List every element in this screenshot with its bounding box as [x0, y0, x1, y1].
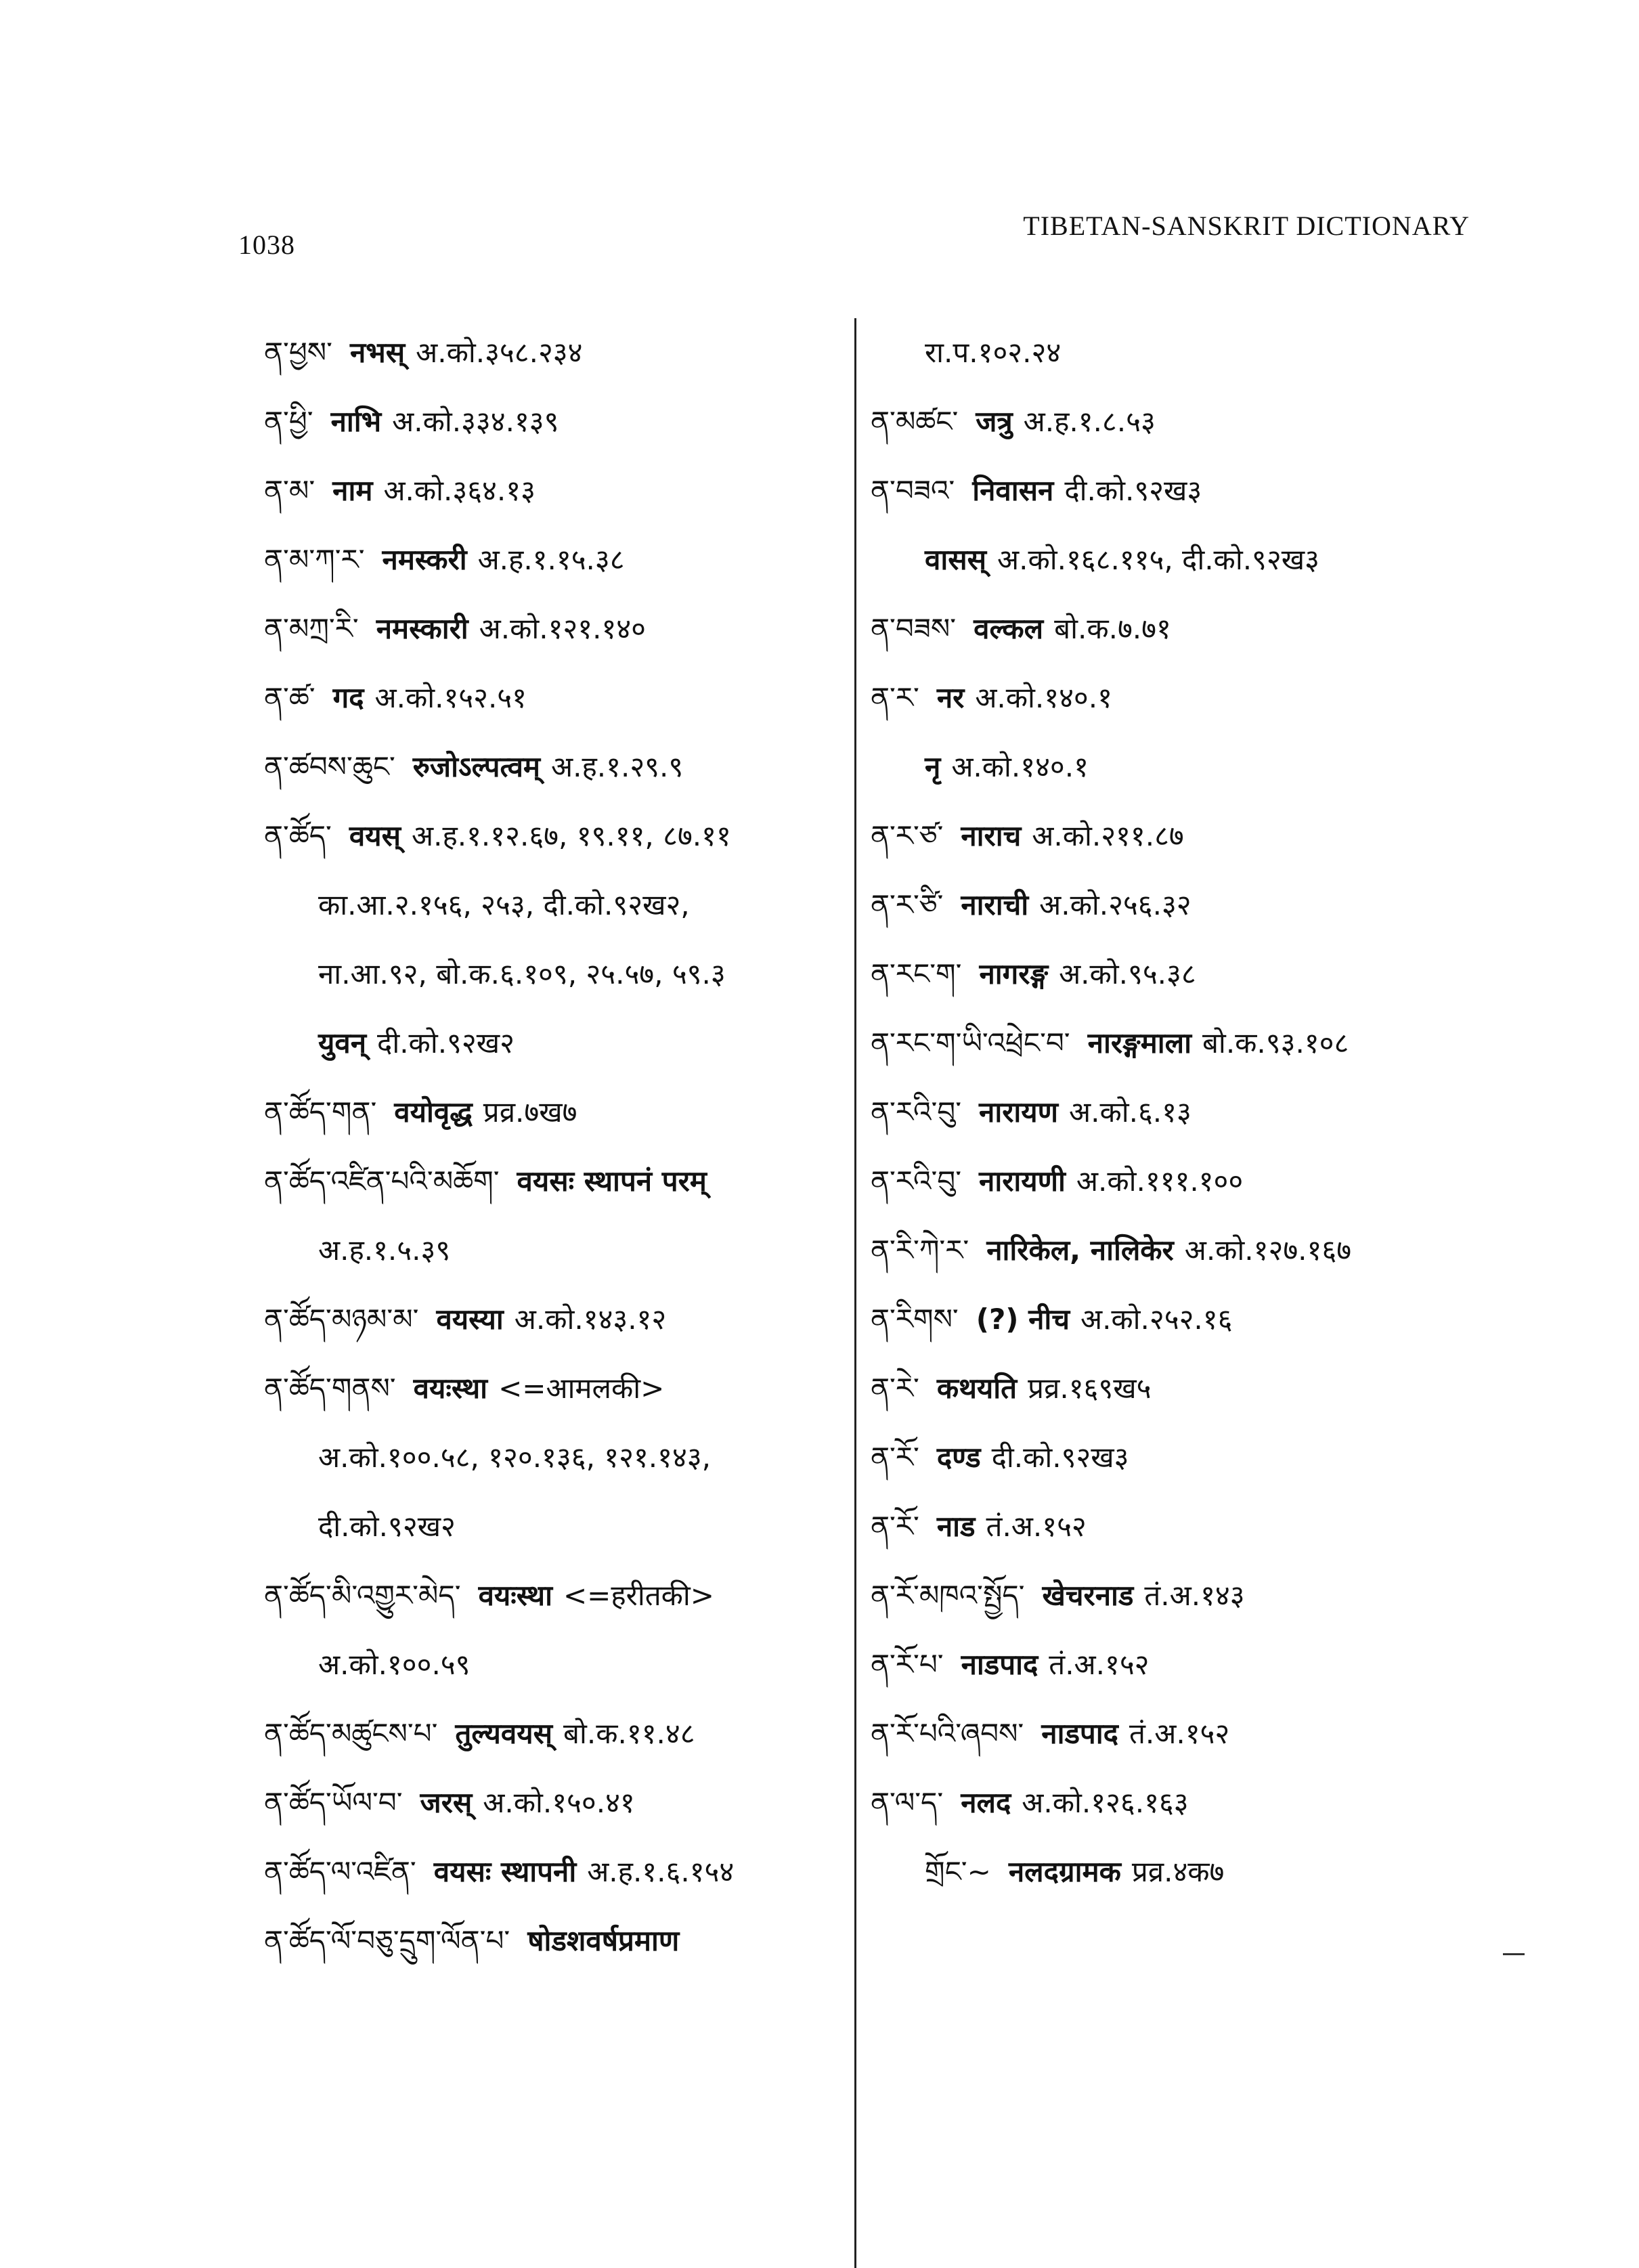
sanskrit-equivalent: नारिकेल, नालिकेर	[986, 1234, 1174, 1267]
source-reference: अ.को.२११.८७	[1032, 819, 1184, 852]
sanskrit-equivalent: जत्रु	[976, 405, 1013, 438]
tibetan-headword: གྲོང་~	[925, 1855, 991, 1888]
dictionary-entry	[264, 1354, 853, 1423]
tibetan-headword: ན་རོ་པའི་ཞབས་	[871, 1717, 1024, 1750]
dictionary-entry	[871, 525, 1493, 594]
tibetan-headword: ན་ཚོད་འཛིན་པའི་མཆོག་	[264, 1164, 500, 1198]
source-reference: का.आ.२.१५६, २५३, दी.को.९२ख२,	[318, 888, 690, 921]
tibetan-headword: ན་ལ་ད་	[871, 1786, 944, 1819]
source-reference: अ.को.३५८.२३४	[416, 336, 583, 369]
dictionary-entry	[264, 1078, 853, 1147]
tibetan-headword: ན་ར་ཙི་	[871, 888, 944, 921]
sanskrit-equivalent: नमस्कारी	[376, 612, 468, 645]
source-reference: अ.ह.१.५.३९	[318, 1234, 451, 1267]
source-reference: तं.अ.१५२	[1049, 1648, 1150, 1681]
sanskrit-equivalent: निवासन	[972, 474, 1054, 507]
source-reference: ना.आ.९२, बो.क.६.१०९, २५.५७, ५९.३	[318, 957, 726, 990]
dictionary-entry	[264, 733, 853, 802]
dictionary-entry	[264, 663, 853, 733]
sanskrit-equivalent: नलदग्रामक	[1008, 1855, 1121, 1888]
source-reference: तं.अ.१५२	[986, 1510, 1087, 1543]
tibetan-headword: ན་ཚབས་ཆུང་	[264, 750, 395, 783]
tibetan-headword: ན་མ་ཀ་ར་	[264, 543, 365, 576]
source-reference: अ.को.१४०.१	[951, 750, 1089, 783]
dictionary-entry	[871, 1768, 1493, 1837]
sanskrit-equivalent: दण्ड	[936, 1441, 981, 1474]
column-divider	[854, 318, 856, 2268]
source-reference: <=आमलकी>	[498, 1372, 665, 1405]
tibetan-headword: ན་ཕྱས་	[264, 336, 332, 369]
sanskrit-equivalent: नाड	[936, 1510, 976, 1543]
tibetan-headword: ན་ཚོད་ཡོལ་བ་	[264, 1786, 403, 1819]
tibetan-headword: ན་རང་ག་ཡི་འཕྲེང་བ་	[871, 1026, 1070, 1060]
dictionary-entry	[871, 802, 1493, 871]
dictionary-entry	[871, 663, 1493, 733]
source-reference: अ.को.१००.५९	[318, 1648, 471, 1681]
tibetan-headword: ན་ཚོད་མཉམ་མ་	[264, 1303, 419, 1336]
dictionary-entry	[871, 1216, 1493, 1285]
tibetan-headword: ན་བཟས་	[871, 612, 957, 645]
dictionary-entry	[871, 594, 1493, 663]
source-reference: बो.क.११.४८	[563, 1717, 695, 1750]
source-reference: दी.को.९२ख२	[318, 1510, 456, 1543]
source-reference: दी.को.९२ख२	[377, 1026, 515, 1060]
source-reference: <=हरीतकी>	[563, 1579, 714, 1612]
source-reference: अ.को.१२७.१६७	[1184, 1234, 1352, 1267]
source-reference: तं.अ.१४३	[1144, 1579, 1245, 1612]
sanskrit-equivalent: षोडशवर्षप्रमाण	[527, 1924, 680, 1957]
sanskrit-equivalent: नारायणी	[979, 1164, 1066, 1198]
tibetan-headword: ན་བཟའ་	[871, 474, 955, 507]
dictionary-entry	[871, 456, 1493, 525]
tibetan-headword: ན་ཚོད་གན་	[264, 1095, 377, 1129]
source-reference: प्रव्र.४क७	[1131, 1855, 1225, 1888]
source-reference: अ.को.२५६.३२	[1039, 888, 1192, 921]
sanskrit-equivalent: खेचरनाड	[1042, 1579, 1134, 1612]
source-reference: प्रव्र.७ख७	[483, 1095, 577, 1129]
sanskrit-equivalent: तुल्यवयस्	[455, 1717, 553, 1750]
sanskrit-equivalent: नाराची	[961, 888, 1029, 921]
tibetan-headword: ན་རང་ག་	[871, 957, 962, 990]
source-reference: अ.को.१४३.१२	[514, 1303, 667, 1336]
sanskrit-equivalent: नृ	[925, 750, 941, 783]
sanskrit-equivalent: रुजोऽल्पत्वम्	[412, 750, 541, 783]
tibetan-headword: ན་མ་	[264, 474, 315, 507]
dictionary-entry	[264, 456, 853, 525]
tibetan-headword: ན་ཚོད་ལ་འཛིན་	[264, 1855, 416, 1888]
tibetan-headword: ན་ཚོད་ལོ་བཅུ་དྲུག་ལོན་པ་	[264, 1924, 510, 1957]
sanskrit-equivalent: नाडपाद	[961, 1648, 1039, 1681]
tibetan-headword: ན་རོ་	[871, 1510, 919, 1543]
dictionary-entry	[871, 1699, 1493, 1768]
dictionary-entry	[264, 525, 853, 594]
source-reference: तं.अ.१५२	[1129, 1717, 1230, 1750]
tibetan-headword: ན་ཚོད་	[264, 819, 332, 852]
source-reference: अ.को.१११.१००	[1076, 1164, 1244, 1198]
dictionary-entry	[871, 1354, 1493, 1423]
sanskrit-equivalent: युवन्	[318, 1026, 367, 1060]
dictionary-entry	[871, 1837, 1493, 1906]
dictionary-entry	[264, 1285, 853, 1354]
sanskrit-equivalent: नाराच	[961, 819, 1022, 852]
sanskrit-equivalent: वासस्	[925, 543, 987, 576]
dictionary-entry	[264, 1630, 853, 1699]
sanskrit-equivalent: वयस्	[349, 819, 401, 852]
tibetan-headword: ན་རི་ཀེ་ར་	[871, 1234, 969, 1267]
dictionary-entry	[264, 802, 853, 871]
dictionary-entry	[871, 733, 1493, 802]
dictionary-entry	[871, 1492, 1493, 1561]
tibetan-headword: ན་ཚོད་གནས་	[264, 1372, 396, 1405]
tibetan-headword: ན་ཚོད་མཚུངས་པ་	[264, 1717, 438, 1750]
sanskrit-equivalent: नाभि	[330, 405, 382, 438]
sanskrit-equivalent: नमस्करी	[382, 543, 467, 576]
sanskrit-equivalent: नाम	[332, 474, 373, 507]
source-reference: अ.को.१५०.४१	[483, 1786, 635, 1819]
dictionary-entry	[871, 1009, 1493, 1078]
tibetan-headword: ན་མཚང་	[871, 405, 959, 438]
sanskrit-equivalent: जरस्	[420, 1786, 473, 1819]
tibetan-headword: ན་ཚོད་མི་འགྱུར་མེད་	[264, 1579, 461, 1612]
sanskrit-equivalent: नारायण	[979, 1095, 1059, 1129]
page-number: 1038	[238, 230, 295, 260]
source-reference: अ.को.१००.५८, १२०.१३६, १२१.१४३,	[318, 1441, 712, 1474]
left-column	[264, 318, 853, 1976]
sanskrit-equivalent: नभस्	[349, 336, 406, 369]
running-title: TIBETAN-SANSKRIT DICTIONARY	[1023, 211, 1470, 241]
dictionary-entry	[871, 871, 1493, 940]
dictionary-entry	[264, 871, 853, 940]
dictionary-entry	[264, 1699, 853, 1768]
source-reference: अ.को.१२१.१४०	[479, 612, 646, 645]
sanskrit-equivalent: वयसः स्थापनी	[433, 1855, 577, 1888]
source-reference: अ.को.१५२.५१	[374, 681, 527, 714]
sanskrit-equivalent: नाडपाद	[1041, 1717, 1118, 1750]
tibetan-headword: ན་ར་	[871, 681, 919, 714]
dictionary-entry	[871, 1423, 1493, 1492]
tibetan-headword: ན་ར་ཙ་	[871, 819, 944, 852]
source-reference: अ.को.१२६.१६३	[1022, 1786, 1189, 1819]
dictionary-entry	[264, 1147, 853, 1216]
tibetan-headword: ན་མཀྲ་རི་	[264, 612, 359, 645]
source-reference: अ.को.३६४.१३	[383, 474, 536, 507]
sanskrit-equivalent: वयःस्था	[478, 1579, 552, 1612]
sanskrit-equivalent: वयःस्था	[413, 1372, 488, 1405]
dictionary-entry	[264, 318, 853, 387]
source-reference: अ.को.३३४.१३९	[392, 405, 559, 438]
sanskrit-equivalent: नर	[936, 681, 965, 714]
dictionary-entry	[871, 1285, 1493, 1354]
source-reference: रा.प.१०२.२४	[925, 336, 1062, 369]
source-reference: अ.को.१४०.१	[975, 681, 1112, 714]
tibetan-headword: ན་རེ་	[871, 1372, 919, 1405]
source-reference: अ.ह.१.१२.६७, १९.११, ८७.११	[412, 819, 731, 852]
dictionary-entry	[264, 387, 853, 456]
dictionary-entry	[264, 1492, 853, 1561]
dictionary-entry	[871, 387, 1493, 456]
tibetan-headword: ན་ཚ་	[264, 681, 315, 714]
dictionary-entry	[264, 1561, 853, 1630]
source-reference: बो.क.७.७१	[1054, 612, 1171, 645]
right-column	[871, 318, 1493, 1906]
dictionary-entry	[871, 940, 1493, 1009]
source-reference: अ.को.२५२.१६	[1080, 1303, 1233, 1336]
tibetan-headword: ན་རའི་བུ་	[871, 1095, 962, 1129]
dictionary-entry	[264, 1216, 853, 1285]
source-reference: अ.ह.१.६.१५४	[587, 1855, 735, 1888]
sanskrit-equivalent: कथयति	[936, 1372, 1018, 1405]
dictionary-entry	[264, 594, 853, 663]
tibetan-headword: ན་རོ་མཁའ་སྤྱོད་	[871, 1579, 1025, 1612]
dictionary-entry	[264, 1768, 853, 1837]
dictionary-entry	[264, 1009, 853, 1078]
sanskrit-equivalent: (?) नीच	[976, 1303, 1070, 1336]
dictionary-entry	[871, 318, 1493, 387]
dictionary-entry	[264, 1837, 853, 1906]
dictionary-entry	[871, 1630, 1493, 1699]
sanskrit-equivalent: वयसः स्थापनं परम्	[517, 1164, 707, 1198]
sanskrit-equivalent: नागरङ्ग	[979, 957, 1049, 990]
tibetan-headword: ན་རོ་	[871, 1441, 919, 1474]
source-reference: दी.को.९२ख३	[991, 1441, 1129, 1474]
sanskrit-equivalent: गद	[332, 681, 364, 714]
dictionary-entry	[264, 1906, 853, 1976]
sanskrit-equivalent: वयोवृद्ध	[394, 1095, 473, 1129]
source-reference: अ.को.९५.३८	[1059, 957, 1196, 990]
source-reference: दी.को.९२ख३	[1064, 474, 1202, 507]
source-reference: प्रव्र.१६९ख५	[1028, 1372, 1152, 1405]
source-reference: अ.को.६.१३	[1069, 1095, 1192, 1129]
sanskrit-equivalent: नारङ्गमाला	[1087, 1026, 1192, 1060]
tibetan-headword: ན་ཕྱི་	[264, 405, 313, 438]
dictionary-entry	[264, 1423, 853, 1492]
dictionary-entry	[871, 1561, 1493, 1630]
source-reference: अ.ह.१.८.५३	[1023, 405, 1156, 438]
sanskrit-equivalent: वल्कल	[974, 612, 1044, 645]
dictionary-entry	[871, 1078, 1493, 1147]
source-reference: बो.क.९३.१०८	[1202, 1026, 1349, 1060]
tibetan-headword: ན་རོ་པ་	[871, 1648, 944, 1681]
source-reference: अ.ह.१.२९.९	[551, 750, 684, 783]
tibetan-headword: ན་རའི་བུ་	[871, 1164, 962, 1198]
source-reference: अ.ह.१.१५.३८	[477, 543, 625, 576]
dictionary-entry	[871, 1147, 1493, 1216]
sanskrit-equivalent: नलद	[961, 1786, 1011, 1819]
dictionary-entry	[264, 940, 853, 1009]
sanskrit-equivalent: वयस्या	[436, 1303, 504, 1336]
tibetan-headword: ན་རིགས་	[871, 1303, 959, 1336]
source-reference: अ.को.१६८.११५, दी.को.९२ख३	[997, 543, 1319, 576]
margin-mark	[1503, 1953, 1525, 1955]
